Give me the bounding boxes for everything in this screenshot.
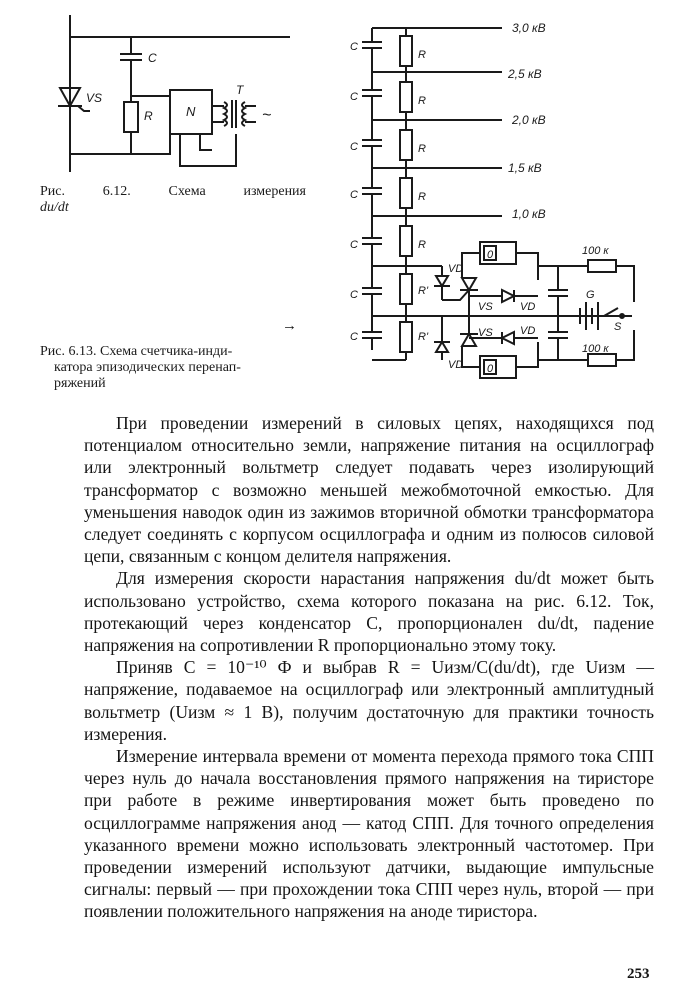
body-text [84, 412, 654, 923]
paragraph-4: Измерение интервала времени от момента перехода прямого тока СПП через нуль до начала восстановления прямого напряжения на тиристоре при работе в режиме инвертирования может быть проведено по осциллограмме напряжения анод — катод СПП. Для точного определения указанного времени можно использовать электронный частотомер. При проведении измерений используют датчики, выдающие импульсные сигналы: первый — при прохождении тока СПП через нуль, второй — при появлении положительного напряжения на аноде тиристора. [84, 746, 654, 922]
fig613-voltage-4: 1,5 кВ [508, 161, 542, 175]
fig613-switch-label: S [614, 321, 622, 333]
fig613-vd-label-2: VD [448, 359, 464, 371]
fig613-resistor-column [400, 28, 412, 360]
figure-6-12-caption [40, 184, 306, 216]
fig613-r-label-2: R [418, 95, 426, 107]
fig613-caption-line-2: катора эпизодических перенап- [54, 360, 241, 375]
fig612-capacitor-label: C [148, 51, 157, 65]
fig613-c-label-4: C [350, 189, 358, 201]
fig612-resistor-label: R [144, 109, 153, 123]
fig613-thyristor-lower [460, 316, 478, 346]
fig613-r-label-4: R [418, 191, 426, 203]
fig613-battery-label: G [586, 289, 595, 301]
fig613-right-capacitors [548, 266, 568, 360]
arrow-mark: → [282, 318, 297, 334]
fig612-capacitor [120, 37, 142, 102]
fig613-voltage-3: 2,0 кВ [512, 113, 546, 127]
fig613-rprime-label-2: R' [418, 331, 429, 343]
fig613-voltage-2: 2,5 кВ [508, 67, 542, 81]
fig613-vd-label-3: VD [520, 301, 536, 313]
fig613-vs-label-1: VS [478, 301, 493, 313]
fig613-c-label-2: C [350, 91, 358, 103]
fig613-voltage-5: 1,0 кВ [512, 207, 546, 221]
fig613-rprime-label-1: R' [418, 285, 429, 297]
fig613-vs-label-2: VS [478, 327, 493, 339]
page-number: 253 [627, 966, 650, 982]
fig613-r-label-1: R [418, 49, 426, 61]
fig613-vd-label-1: VD [448, 263, 464, 275]
fig612-thyristor-label: VS [86, 91, 103, 105]
fig612-caption-sub: du/dt [40, 200, 69, 215]
fig613-diode-lower-left [434, 316, 450, 360]
fig613-caption-line-3: ряжений [54, 376, 106, 391]
fig613-counter-lower [462, 342, 538, 378]
fig612-transformer-label: T [236, 83, 244, 97]
figure-6-12 [40, 10, 310, 180]
fig613-c-label-5: C [350, 239, 358, 251]
fig612-transformer [212, 100, 256, 128]
fig613-caption-line-1: Рис. 6.13. Схема счетчика-инди- [40, 344, 233, 359]
figure-6-13-caption [40, 344, 304, 392]
fig613-capacitor-column [362, 28, 382, 350]
fig613-resistor-value-2: 100 к [582, 343, 609, 355]
fig613-resistor-value-1: 100 к [582, 245, 609, 257]
fig612-ac-source: ~ [262, 107, 272, 124]
fig613-r-label-3: R [418, 143, 426, 155]
fig613-counter-label-2: 0 [487, 363, 494, 375]
fig613-vd-label-4: VD [520, 325, 536, 337]
fig613-r-label-5: R [418, 239, 426, 251]
fig613-voltage-1: 3,0 кВ [512, 21, 546, 35]
figure-6-13 [342, 10, 658, 386]
paragraph-2: Для измерения скорости нарастания напряжения du/dt может быть использовано устройство, схема которого показана на рис. 6.12. Ток, протекающий через конденсатор C, пропорционален du/dt, падение напряжения на сопротивлении R пропорционально этому току. [84, 568, 654, 656]
paragraph-3: Приняв C = 10⁻¹⁰ Ф и выбрав R = Uизм/C(du/dt), где Uизм — напряжение, подаваемое на осциллограф или электронный амплитудный вольтметр (Uизм ≈ 1 В), получим достаточную для практики точность измерения. [84, 657, 654, 744]
fig613-c-label-7: C [350, 331, 358, 343]
fig612-resistor [124, 102, 138, 132]
fig613-c-label-1: C [350, 41, 358, 53]
fig612-block-label: N [186, 104, 196, 119]
fig613-c-label-3: C [350, 141, 358, 153]
paragraph-1: При проведении измерений в силовых цепях, находящихся под потенциалом относительно земли, напряжение питания на осциллограф или электронный вольтметр следует подавать через изолирующий трансформатор с возможно меньшей межобмоточной емкостью. Для уменьшения наводок один из зажимов вторичной обмотки трансформатора следует соединять с корпусом осциллографа и одним из полюсов силовой цепи, связанным с концом делителя напряжения. [84, 413, 654, 567]
fig612-caption-title: Рис. 6.12. Схема измерения [40, 184, 306, 199]
fig613-counter-upper [462, 242, 538, 280]
fig613-c-label-6: C [350, 289, 358, 301]
fig613-counter-label-1: 0 [487, 249, 494, 261]
